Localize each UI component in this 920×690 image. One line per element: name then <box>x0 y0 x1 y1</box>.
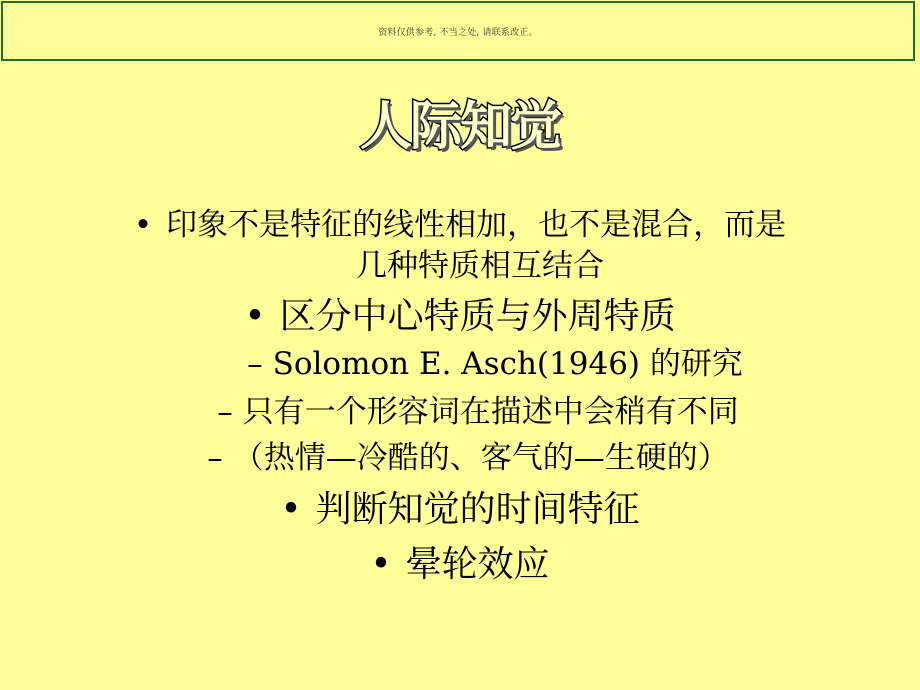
sub-item-2 <box>0 391 920 433</box>
bullet-icon: • <box>133 207 153 243</box>
notice-text: 资料仅供参考, 不当之处, 请联系改正。 <box>378 27 538 38</box>
slide-title: 人际知觉 <box>359 97 560 157</box>
sub-item-3-text: （热情—冷酷的、客气的—生硬的） <box>232 440 729 476</box>
bullet-icon: • <box>370 544 392 585</box>
bullet-item-4-text: 晕轮效应 <box>405 544 550 585</box>
bullet-item-2 <box>0 295 920 339</box>
notice-box <box>1 1 915 61</box>
sub-item-3 <box>0 437 920 479</box>
sub-item-1-text: Solomon E. Asch(1946) 的研究 <box>272 346 743 382</box>
bullet-item-3 <box>0 488 920 532</box>
bullet-icon: • <box>244 296 266 337</box>
bullet-icon: • <box>280 489 302 530</box>
sub-item-1 <box>0 343 920 385</box>
dash-icon: – <box>217 394 233 430</box>
bullet-item-1-text-line1: 印象不是特征的线性相加，也不是混合，而是 <box>166 207 787 243</box>
sub-item-2-text: 只有一个形容词在描述中会稍有不同 <box>242 394 739 430</box>
bullet-item-3-text: 判断知觉的时间特征 <box>315 489 640 530</box>
bullet-item-1 <box>0 203 920 247</box>
dash-icon: – <box>207 440 223 476</box>
bullet-item-2-text: 区分中心特质与外周特质 <box>279 296 676 337</box>
bullet-item-4 <box>0 543 920 587</box>
dash-icon: – <box>247 346 263 382</box>
bullet-item-1-text-line2: 几种特质相互结合 <box>356 248 604 284</box>
bullet-item-1-continuation <box>0 244 920 288</box>
